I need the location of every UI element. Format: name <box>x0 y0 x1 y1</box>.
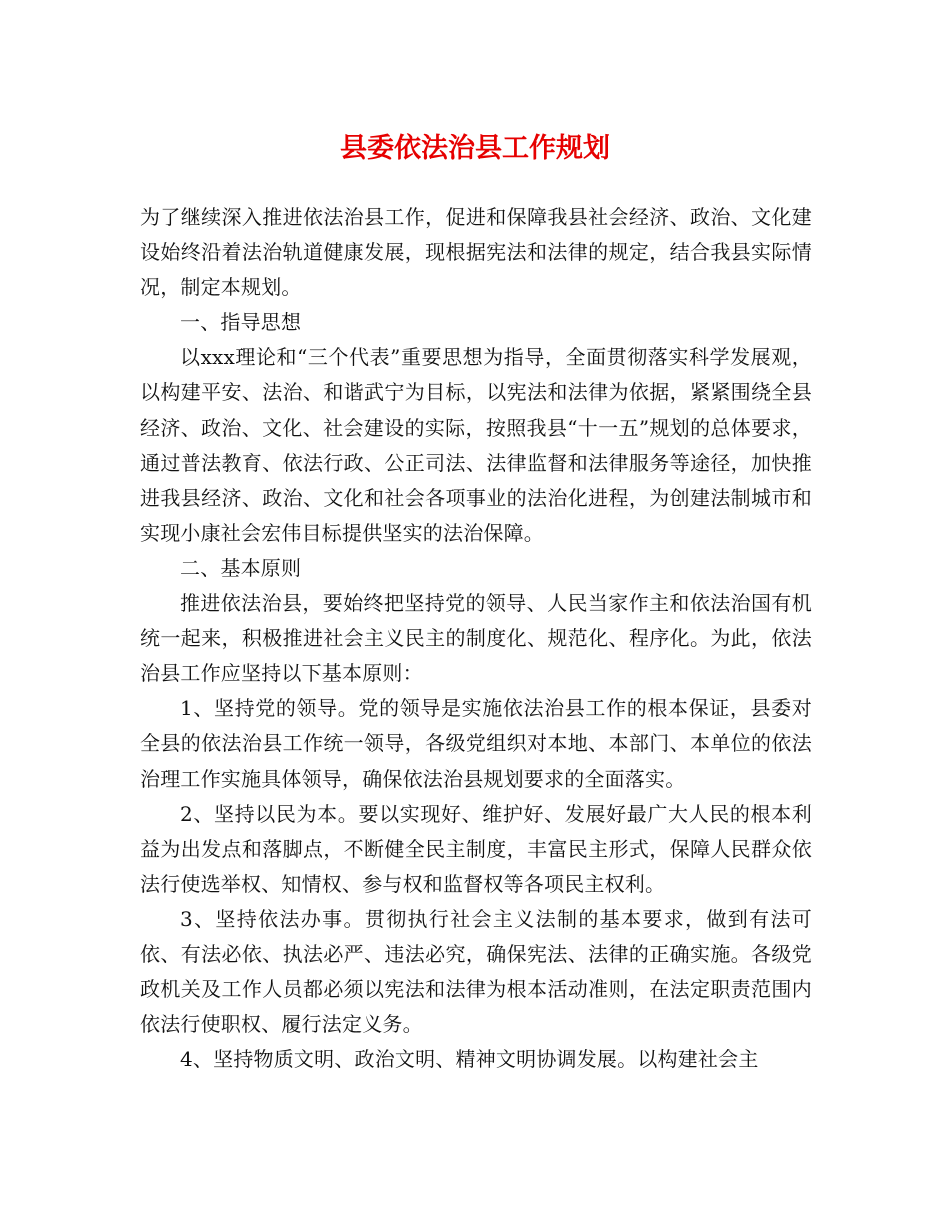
document-title: 县委依法治县工作规划 <box>340 133 610 164</box>
paragraph-guiding-thought: 以xxx理论和“三个代表”重要思想为指导，全面贯彻落实科学发展观，以构建平安、法治、和谐武宁为目标，以宪法和法律为依据，紧紧围绕全县经济、政治、文化、社会建设的实际，按照我县“十一五”规划的总体要求，通过普法教育、依法行政、公正司法、法律监督和法律服务等途径，加快推进我县经济、政治、文化和社会各项事业的法治化进程，为创建法制城市和实现小康社会宏伟目标提供坚实的法治保障。 <box>140 345 812 545</box>
section-heading-guiding-thought: 一、指导思想 <box>180 310 302 335</box>
section-heading-basic-principles: 二、基本原则 <box>180 555 302 580</box>
paragraph-principle-1: 1、坚持党的领导。党的领导是实施依法治县工作的根本保证，县委对全县的依法治县工作统一领导，各级党组织对本地、本部门、本单位的依法治理工作实施具体领导，确保依法治县规划要求的全面落实。 <box>140 696 812 791</box>
paragraph-basic-principles: 推进依法治县，要始终把坚持党的领导、人民当家作主和依法治国有机统一起来，积极推进社会主义民主的制度化、规范化、程序化。为此，依法治县工作应坚持以下基本原则： <box>140 591 812 686</box>
paragraph-principle-4: 4、坚持物质文明、政治文明、精神文明协调发展。以构建社会主 <box>180 1047 759 1072</box>
paragraph-principle-3: 3、坚持依法办事。贯彻执行社会主义法制的基本要求，做到有法可依、有法必依、执法必严、违法必究，确保宪法、法律的正确实施。各级党政机关及工作人员都必须以宪法和法律为根本活动准则，在法定职责范围内依法行使职权、履行法定义务。 <box>140 906 812 1037</box>
document-body <box>140 200 812 1077</box>
paragraph-principle-2: 2、坚持以民为本。要以实现好、维护好、发展好最广大人民的根本利益为出发点和落脚点，不断健全民主制度，丰富民主形式，保障人民群众依法行使选举权、知情权、参与权和监督权等各项民主权利。 <box>140 801 812 896</box>
paragraph-intro: 为了继续深入推进依法治县工作，促进和保障我县社会经济、政治、文化建设始终沿着法治轨道健康发展，现根据宪法和法律的规定，结合我县实际情况，制定本规划。 <box>140 205 812 300</box>
